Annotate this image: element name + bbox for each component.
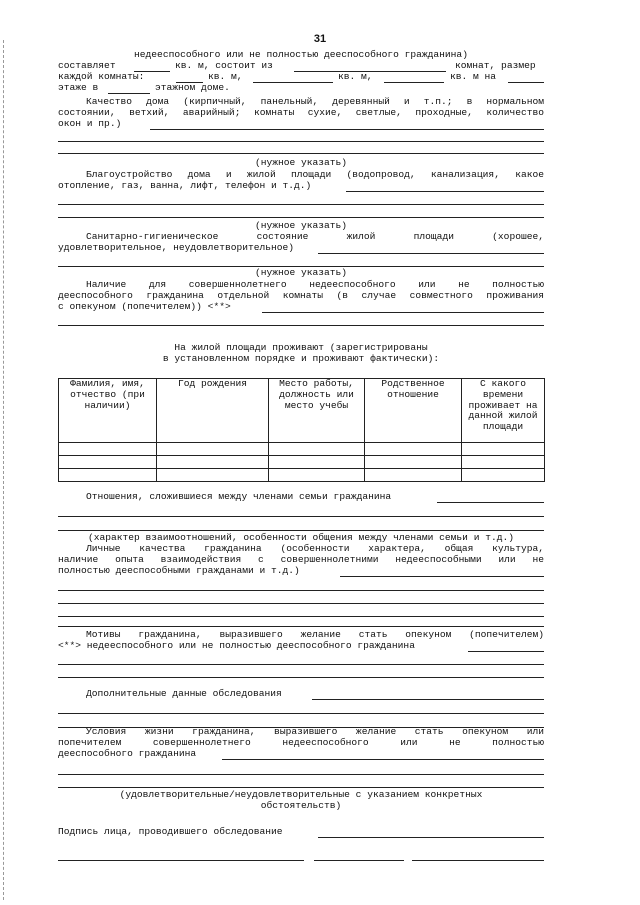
intro-line: недееспособного или не полностью дееспособного гражданина)	[134, 49, 468, 60]
table-cell[interactable]	[157, 443, 269, 456]
amenities-note: (нужное указать)	[254, 220, 348, 231]
dwelling-text-2: кв. м, состоит из	[175, 60, 273, 71]
personal-field-1[interactable]	[340, 576, 544, 577]
table-cell[interactable]	[365, 456, 462, 469]
room-line-2: дееспособного гражданина отдельной комнаты (в случае совместного проживания	[58, 290, 544, 301]
amenities-field-1[interactable]	[346, 191, 544, 192]
amenities-line-2: отопление, газ, ванна, лифт, телефон и т.д.)	[58, 180, 312, 191]
quality-line-1: Качество дома (кирпичный, панельный, деревянный и т.п.; в нормальном	[86, 96, 544, 107]
relations-field-1[interactable]	[437, 502, 544, 503]
sanitary-line-2: удовлетворительное, неудовлетворительное)	[58, 242, 295, 253]
table-cell[interactable]	[59, 456, 157, 469]
table-cell[interactable]	[269, 443, 365, 456]
table-cell[interactable]	[365, 469, 462, 482]
quality-field-3[interactable]	[58, 153, 544, 154]
dwelling-text-5: кв. м,	[208, 71, 243, 82]
dwelling-text-3: комнат, размер	[455, 60, 536, 71]
quality-line-2: состоянии, ветхий, аварийный; комнаты сухие, светлые, проходные, количество	[58, 107, 544, 118]
relations-line: Отношения, сложившиеся между членами семьи гражданина	[86, 491, 392, 502]
table-cell[interactable]	[157, 456, 269, 469]
conditions-field-2[interactable]	[58, 774, 544, 775]
personal-field-3[interactable]	[58, 603, 544, 604]
sanitary-field-1[interactable]	[318, 253, 544, 254]
table-header-row	[59, 379, 545, 443]
dwelling-text-9: этажном доме.	[155, 82, 230, 93]
table-cell[interactable]	[462, 443, 545, 456]
col-header-relation: Родственное отношение	[365, 379, 462, 443]
personal-field-4[interactable]	[58, 616, 544, 617]
dwelling-text-1: составляет	[58, 60, 116, 71]
col-header-name: Фамилия, имя, отчество (при наличии)	[59, 379, 157, 443]
conditions-note-1: (удовлетворительные/неудовлетворительные с указанием конкретных	[119, 789, 483, 800]
residents-heading-1: На жилой площади проживают (зарегистрированы	[174, 342, 428, 353]
motives-line-1: Мотивы гражданина, выразившего желание стать опекуном (попечителем)	[86, 629, 544, 640]
conditions-line-3: дееспособного гражданина	[58, 748, 197, 759]
additional-field-2[interactable]	[58, 713, 544, 714]
motives-field-1[interactable]	[468, 651, 544, 652]
room-field-2[interactable]	[58, 325, 544, 326]
additional-line: Дополнительные данные обследования	[86, 688, 282, 699]
storeys-field[interactable]	[108, 93, 150, 94]
personal-line-2: наличие опыта взаимодействия с совершеннолетними недееспособными или не	[58, 554, 544, 565]
dwelling-text-6: кв. м,	[338, 71, 373, 82]
quality-field-1[interactable]	[150, 129, 544, 130]
personal-line-3: полностью дееспособными гражданами и т.д.)	[58, 565, 300, 576]
relations-note: (характер взаимоотношений, особенности общения между членами семьи и т.д.)	[87, 532, 515, 543]
table-row[interactable]	[59, 456, 545, 469]
table-cell[interactable]	[462, 456, 545, 469]
table-cell[interactable]	[365, 443, 462, 456]
table-row[interactable]	[59, 469, 545, 482]
table-cell[interactable]	[157, 469, 269, 482]
floor-field[interactable]	[508, 82, 544, 83]
dwelling-text-4: каждой комнаты:	[58, 71, 145, 82]
table-cell[interactable]	[269, 456, 365, 469]
amenities-line-1: Благоустройство дома и жилой площади (водопровод, канализация, какое	[86, 169, 544, 180]
table-cell[interactable]	[269, 469, 365, 482]
conditions-field-3[interactable]	[58, 787, 544, 788]
col-header-birth-year: Год рождения	[157, 379, 269, 443]
col-header-since: С какого времени проживает на данной жилой площади	[462, 379, 545, 443]
signature-name-field[interactable]	[58, 860, 304, 861]
room-line-3: с опекуном (попечителем)) <**>	[58, 301, 231, 312]
dwelling-text-8: этаже в	[58, 82, 99, 93]
col-header-workplace: Место работы, должность или место учебы	[269, 379, 365, 443]
residents-heading-2: в установленном порядке и проживают фактически):	[162, 353, 440, 364]
relations-field-3[interactable]	[58, 530, 544, 531]
room-size-field-3[interactable]	[384, 82, 444, 83]
quality-line-3: окон и пр.)	[58, 118, 122, 129]
quality-field-2[interactable]	[58, 141, 544, 142]
dwelling-text-7: кв. м на	[450, 71, 497, 82]
quality-note: (нужное указать)	[254, 157, 348, 168]
page-edge-dashes	[3, 40, 5, 900]
additional-field-1[interactable]	[312, 699, 544, 700]
amenities-field-3[interactable]	[58, 217, 544, 218]
table-cell[interactable]	[462, 469, 545, 482]
motives-line-2: <**> недееспособного или не полностью дееспособного гражданина	[58, 640, 415, 651]
personal-field-2[interactable]	[58, 590, 544, 591]
personal-field-5[interactable]	[58, 626, 544, 627]
amenities-field-2[interactable]	[58, 204, 544, 205]
residents-table	[58, 378, 545, 482]
conditions-field-1[interactable]	[222, 759, 544, 760]
page-number: 31	[313, 33, 327, 45]
signature-field[interactable]	[318, 837, 544, 838]
sanitary-note: (нужное указать)	[254, 267, 348, 278]
motives-field-2[interactable]	[58, 664, 544, 665]
motives-field-3[interactable]	[58, 677, 544, 678]
conditions-line-2: попечителем совершеннолетнего недееспособного или не полностью	[58, 737, 544, 748]
room-line-1: Наличие для совершеннолетнего недееспособного или не полностью	[86, 279, 544, 290]
table-row[interactable]	[59, 443, 545, 456]
room-size-field-2[interactable]	[253, 82, 333, 83]
signature-line: Подпись лица, проводившего обследование	[58, 826, 283, 837]
table-cell[interactable]	[59, 469, 157, 482]
conditions-note-2: обстоятельств)	[260, 800, 342, 811]
table-cell[interactable]	[59, 443, 157, 456]
personal-line-1: Личные качества гражданина (особенности характера, общая культура,	[86, 543, 544, 554]
conditions-line-1: Условия жизни гражданина, выразившего желание стать опекуном или	[86, 726, 544, 737]
sanitary-line-1: Санитарно-гигиеническое состояние жилой площади (хорошее,	[86, 231, 544, 242]
room-field-1[interactable]	[262, 312, 544, 313]
relations-field-2[interactable]	[58, 516, 544, 517]
signature-date-field[interactable]	[412, 860, 544, 861]
signature-sign-field[interactable]	[314, 860, 404, 861]
